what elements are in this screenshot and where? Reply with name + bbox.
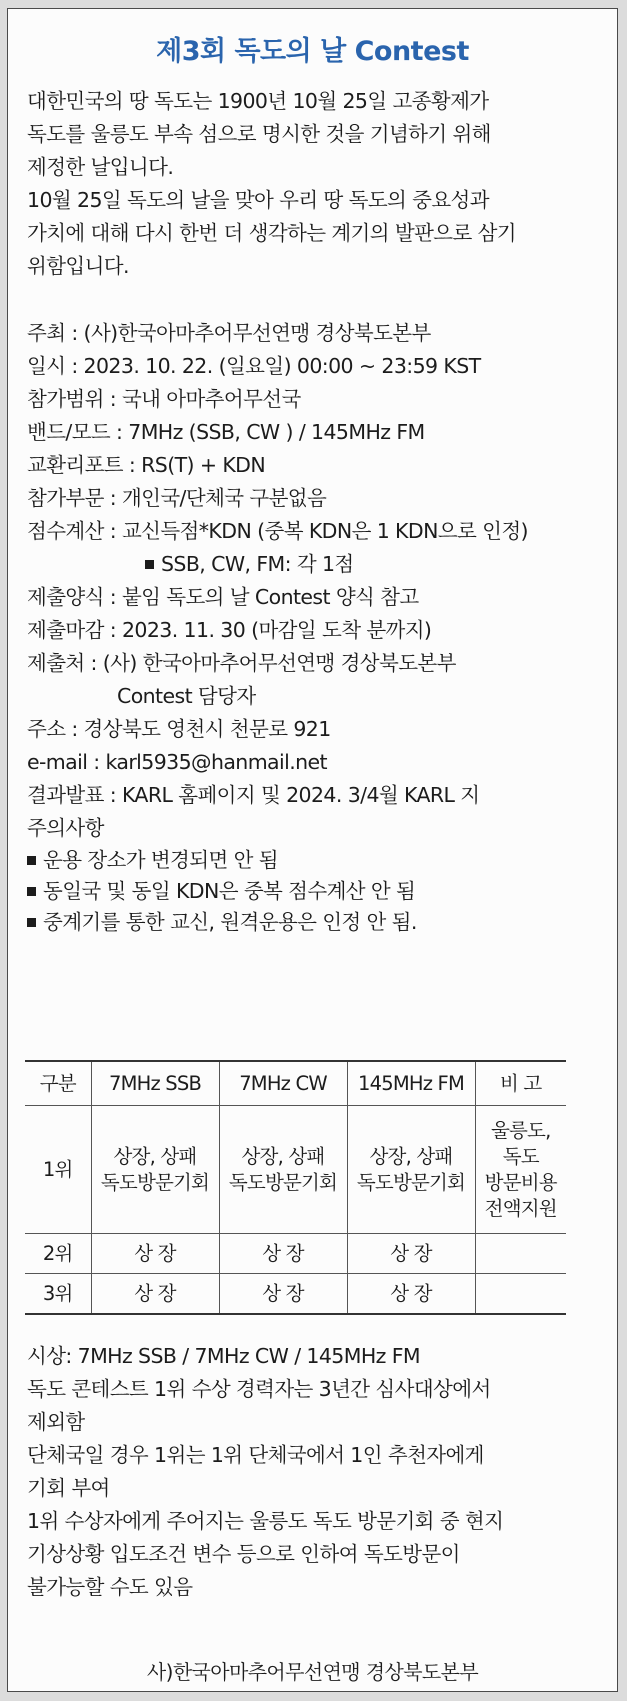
info-email[interactable]: e-mail : karl5935@hanmail.net (27, 750, 327, 774)
intro-line: 독도를 울릉도 부속 섬으로 명시한 것을 기념하기 위해 (27, 122, 491, 146)
info-scoring-note (27, 548, 617, 581)
intro-line: 대한민국의 땅 독도는 1900년 10월 25일 고종황제가 (27, 89, 489, 113)
intro-line: 가치에 대해 다시 한번 더 생각하는 계기의 발판으로 삼기 (27, 221, 516, 245)
remark-line: 전액지원 (484, 1196, 557, 1220)
header-cell: 비 고 (475, 1061, 566, 1106)
remark-line: 방문비용 (484, 1170, 557, 1194)
remark-line: 독도 (502, 1144, 539, 1168)
info-scope: 참가범위 : 국내 아마추어무선국 (27, 387, 301, 411)
header-cell: 145MHz FM (347, 1061, 475, 1106)
notice-body (27, 85, 617, 938)
header-cell: 구분 (25, 1061, 91, 1106)
remark-cell (475, 1234, 566, 1274)
remark-line: 울릉도, (490, 1118, 551, 1142)
intro-line: 제정한 날입니다. (27, 155, 174, 179)
prize-line: 독도방문기회 (356, 1170, 466, 1194)
prize-cell: 상 장 (91, 1274, 219, 1315)
prize-line: 독도방문기회 (228, 1170, 338, 1194)
info-submit-to-contact: Contest 담당자 (117, 684, 256, 708)
info-submit-to: 제출처 : (사) 한국아마추어무선연맹 경상북도본부 (27, 651, 456, 675)
info-deadline: 제출마감 : 2023. 11. 30 (마감일 도착 분까지) (27, 618, 432, 642)
note-item (27, 907, 617, 938)
info-scoring: 점수계산 : 교신득점*KDN (중복 KDN은 1 KDN으로 인정) (27, 519, 528, 543)
award-notes (27, 1340, 617, 1604)
table-row (25, 1234, 566, 1274)
prize-cell: 상 장 (347, 1274, 475, 1315)
remark-cell (475, 1274, 566, 1315)
intro-line: 10월 25일 독도의 날을 맞아 우리 땅 독도의 중요성과 (27, 188, 489, 212)
prize-cell (347, 1106, 475, 1234)
award-note-line: 기회 부여 (27, 1476, 110, 1500)
header-cell: 7MHz CW (219, 1061, 347, 1106)
info-results: 결과발표 : KARL 홈페이지 및 2024. 3/4월 KARL 지 (27, 783, 480, 807)
prize-table (25, 1060, 566, 1315)
organizer-footer: 사)한국아마추어무선연맹 경상북도본부 (146, 1660, 479, 1684)
award-note-line: 시상: 7MHz SSB / 7MHz CW / 145MHz FM (27, 1344, 421, 1368)
info-report: 교환리포트 : RS(T) + KDN (27, 453, 266, 477)
remark-cell (475, 1106, 566, 1234)
table-row (25, 1274, 566, 1315)
award-note-line: 제외함 (27, 1410, 85, 1434)
rank-cell: 3위 (25, 1274, 91, 1315)
prize-cell (91, 1106, 219, 1234)
award-note-line: 기상상황 입도조건 변수 등으로 인하여 독도방문이 (27, 1542, 460, 1566)
note-item (27, 845, 617, 876)
table-header-row (25, 1061, 566, 1106)
info-address: 주소 : 경상북도 영천시 천문로 921 (27, 717, 331, 741)
prize-cell: 상 장 (219, 1274, 347, 1315)
award-note-line: 독도 콘테스트 1위 수상 경력자는 3년간 심사대상에서 (27, 1377, 491, 1401)
note-text: 운용 장소가 변경되면 안 됨 (43, 848, 278, 872)
info-date: 일시 : 2023. 10. 22. (일요일) 00:00 ~ 23:59 KST (27, 354, 481, 378)
prize-cell: 상 장 (347, 1234, 475, 1274)
scoring-note-text: SSB, CW, FM: 각 1점 (161, 552, 354, 576)
page-title: 제3회 독도의 날 Contest (156, 36, 469, 67)
info-host: 주최 : (사)한국아마추어무선연맹 경상북도본부 (27, 321, 431, 345)
rank-cell: 1위 (25, 1106, 91, 1234)
rank-cell: 2위 (25, 1234, 91, 1274)
header-cell: 7MHz SSB (91, 1061, 219, 1106)
prize-cell: 상 장 (91, 1234, 219, 1274)
prize-cell (219, 1106, 347, 1234)
info-format: 제출양식 : 붙임 독도의 날 Contest 양식 참고 (27, 585, 419, 609)
prize-line: 상장, 상패 (369, 1144, 453, 1168)
intro-line: 위함입니다. (27, 254, 129, 278)
prize-line: 상장, 상패 (113, 1144, 197, 1168)
prize-cell: 상 장 (219, 1234, 347, 1274)
info-category: 참가부문 : 개인국/단체국 구분없음 (27, 486, 327, 510)
prize-line: 상장, 상패 (241, 1144, 325, 1168)
notes-title: 주의사항 (27, 816, 104, 840)
award-note-line: 불가능할 수도 있음 (27, 1575, 193, 1599)
note-text: 동일국 및 동일 KDN은 중복 점수계산 안 됨 (43, 879, 416, 903)
contest-notice-card (7, 8, 618, 1692)
award-note-line: 1위 수상자에게 주어지는 울릉도 독도 방문기회 중 현지 (27, 1509, 504, 1533)
table-row (25, 1106, 566, 1234)
prize-line: 독도방문기회 (100, 1170, 210, 1194)
info-band: 밴드/모드 : 7MHz (SSB, CW ) / 145MHz FM (27, 420, 425, 444)
note-text: 중계기를 통한 교신, 원격운용은 인정 안 됨. (43, 910, 417, 934)
award-note-line: 단체국일 경우 1위는 1위 단체국에서 1인 추천자에게 (27, 1443, 484, 1467)
note-item (27, 876, 617, 907)
